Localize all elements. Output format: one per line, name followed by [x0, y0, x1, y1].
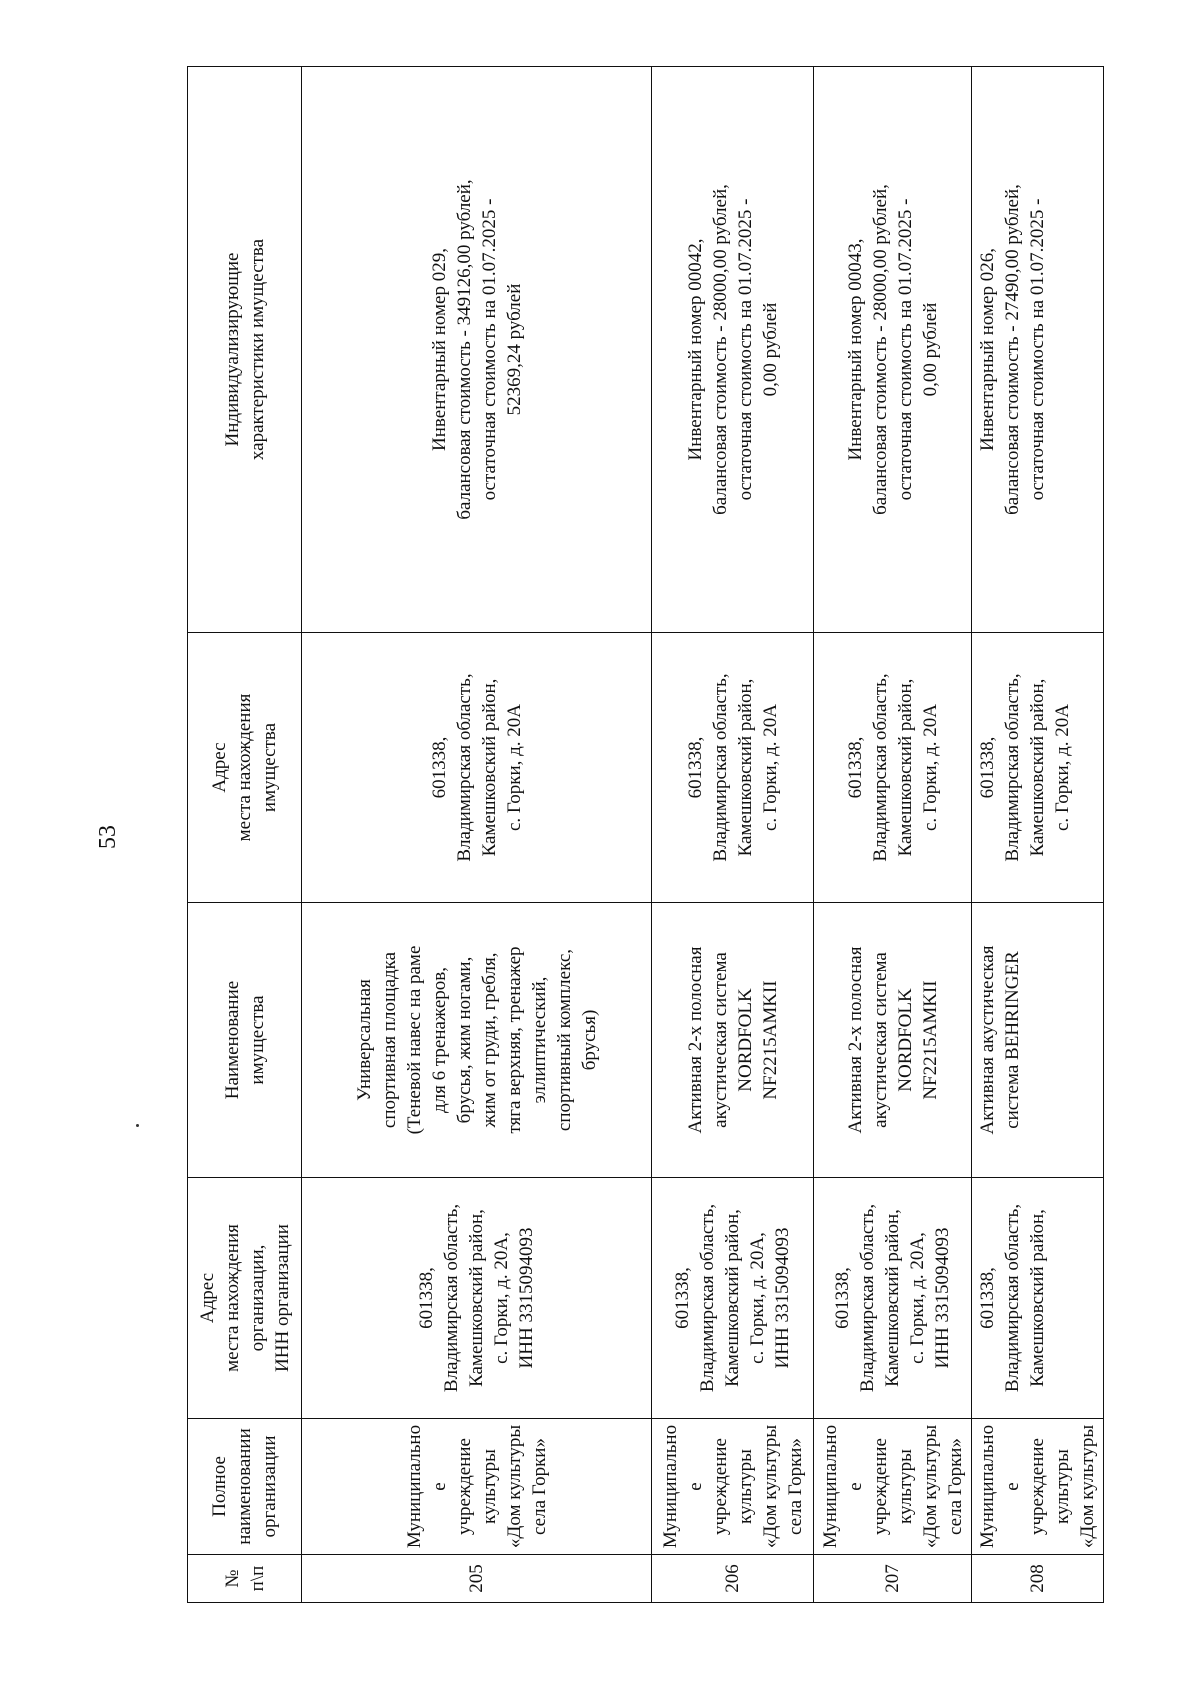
- property-register-table: [187, 66, 1104, 1603]
- table-row: [652, 67, 814, 1603]
- cell-property-name: Активная 2-х полосная акустическая система NORDFOLK NF2215AMKII: [814, 903, 972, 1178]
- cell-num: 205: [302, 1555, 652, 1603]
- header-characteristics: Индивидуализирующие характеристики имущества: [188, 67, 302, 633]
- header-num: № п\п: [188, 1555, 302, 1603]
- header-property-name: Наименование имущества: [188, 903, 302, 1178]
- cell-characteristics: Инвентарный номер 026, балансовая стоимость - 27490,00 рублей, остаточная стоимость на 01.07.2025 -: [972, 67, 1104, 633]
- header-org-address: Адрес места нахождения организации, ИНН организации: [188, 1178, 302, 1419]
- table-row: [302, 67, 652, 1603]
- cell-property-name: Универсальная спортивная площадка (Теневой навес на раме для 6 тренажеров, брусья, жим ногами, жим от груди, гребля, тяга верхняя, тренажер эллиптический, спортивный комплекс, брусья): [302, 903, 652, 1178]
- cell-org-address: 601338, Владимирская область, Камешковский район, с. Горки, д. 20А, ИНН 3315094093: [814, 1178, 972, 1419]
- cell-property-name: Активная акустическая система BEHRINGER: [972, 903, 1104, 1178]
- page-number: 53: [95, 825, 121, 849]
- cell-property-address: 601338, Владимирская область, Камешковский район, с. Горки, д. 20А: [302, 633, 652, 903]
- table-header-row: [188, 67, 302, 1603]
- cell-org-name: Муниципальное учреждение культуры «Дом культуры села Горки»: [302, 1419, 652, 1555]
- cell-org-address: 601338, Владимирская область, Камешковский район, с. Горки, д. 20А, ИНН 3315094093: [652, 1178, 814, 1419]
- cell-property-address: 601338, Владимирская область, Камешковский район, с. Горки, д. 20А: [814, 633, 972, 903]
- rotated-content: [187, 66, 1104, 1603]
- cell-characteristics: Инвентарный номер 00043, балансовая стоимость - 28000,00 рублей, остаточная стоимость на 01.07.2025 - 0,00 рублей: [814, 67, 972, 633]
- cell-num: 208: [972, 1555, 1104, 1603]
- cell-characteristics: Инвентарный номер 029, балансовая стоимость - 349126,00 рублей, остаточная стоимость на 01.07.2025 - 52369,24 рублей: [302, 67, 652, 633]
- table-row: [972, 67, 1104, 1603]
- header-property-address: Адрес места нахождения имущества: [188, 633, 302, 903]
- cell-property-name: Активная 2-х полосная акустическая система NORDFOLK NF2215AMKII: [652, 903, 814, 1178]
- cell-org-address: 601338, Владимирская область, Камешковский район, с. Горки, д. 20А, ИНН 3315094093: [302, 1178, 652, 1419]
- table-row: [814, 67, 972, 1603]
- header-org-name: Полное наименовании организации: [188, 1419, 302, 1555]
- cell-org-name: Муниципальное учреждение культуры «Дом культуры: [972, 1419, 1104, 1555]
- cell-org-name: Муниципальное учреждение культуры «Дом культуры села Горки»: [814, 1419, 972, 1555]
- scan-speck: [136, 1124, 139, 1127]
- cell-property-address: 601338, Владимирская область, Камешковский район, с. Горки, д. 20А: [652, 633, 814, 903]
- cell-num: 206: [652, 1555, 814, 1603]
- cell-num: 207: [814, 1555, 972, 1603]
- cell-characteristics: Инвентарный номер 00042, балансовая стоимость - 28000,00 рублей, остаточная стоимость на 01.07.2025 - 0,00 рублей: [652, 67, 814, 633]
- cell-org-address: 601338, Владимирская область, Камешковский район,: [972, 1178, 1104, 1419]
- cell-org-name: Муниципальное учреждение культуры «Дом культуры села Горки»: [652, 1419, 814, 1555]
- cell-property-address: 601338, Владимирская область, Камешковский район, с. Горки, д. 20А: [972, 633, 1104, 903]
